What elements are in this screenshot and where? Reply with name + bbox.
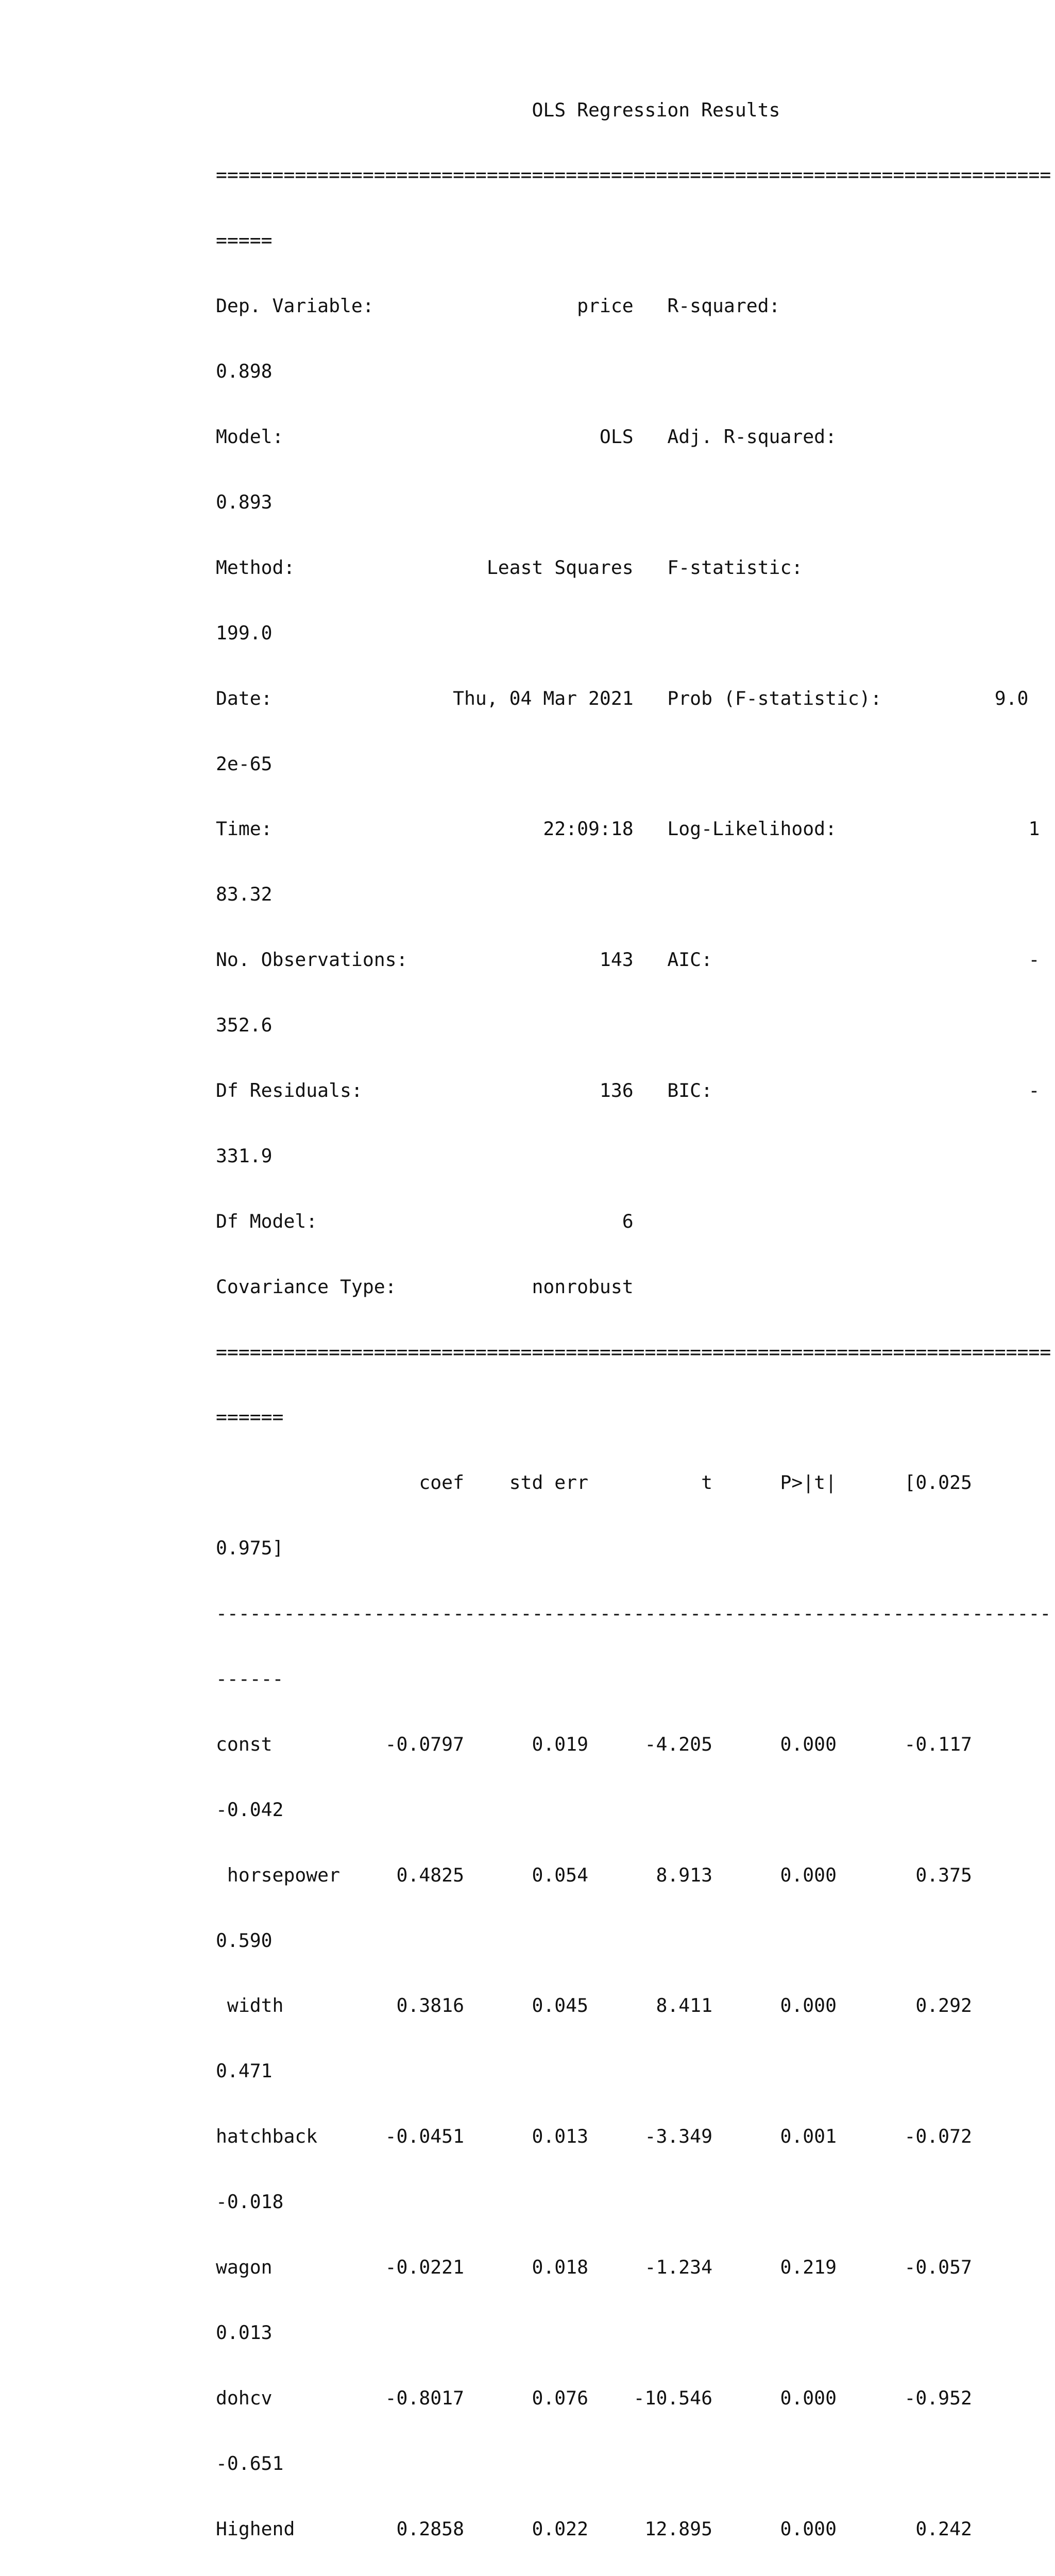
- row-time: Time: 22:09:18 Log-Likelihood: 1: [216, 818, 1040, 840]
- coef-row-wagon-wrap: 0.013: [216, 2321, 273, 2344]
- separator-double: ==========================================================================: [216, 164, 1051, 187]
- row-model-wrap: 0.893: [216, 490, 273, 513]
- row-df-residuals-wrap: 331.9: [216, 1144, 273, 1167]
- row-model: Model: OLS Adj. R-squared:: [216, 426, 837, 448]
- ols-regression-summary: [216, 56, 1051, 2576]
- coef-row-const: const -0.0797 0.019 -4.205 0.000 -0.117: [216, 1733, 972, 1755]
- coef-table-header: coef std err t P>|t| [0.025: [216, 1471, 972, 1494]
- coef-row-dohcv: dohcv -0.8017 0.076 -10.546 0.000 -0.952: [216, 2386, 972, 2409]
- row-df-residuals: Df Residuals: 136 BIC: -: [216, 1079, 1040, 1101]
- row-method-wrap: 199.0: [216, 621, 273, 644]
- row-covariance-type: Covariance Type: nonrobust: [216, 1275, 634, 1298]
- separator-dashed: --------------------------------------------------------------------------: [216, 1602, 1051, 1625]
- coef-table-header-wrap: 0.975]: [216, 1537, 284, 1560]
- coef-row-horsepower: horsepower 0.4825 0.054 8.913 0.000 0.375: [216, 1863, 972, 1886]
- coef-row-wagon: wagon -0.0221 0.018 -1.234 0.219 -0.057: [216, 2256, 972, 2278]
- row-date: Date: Thu, 04 Mar 2021 Prob (F-statistic): 9.0: [216, 687, 1029, 709]
- row-method: Method: Least Squares F-statistic:: [216, 556, 803, 579]
- row-dep-variable-wrap: 0.898: [216, 360, 273, 383]
- coef-row-dohcv-wrap: -0.651: [216, 2452, 284, 2475]
- coef-row-width: width 0.3816 0.045 8.411 0.000 0.292: [216, 1994, 972, 2017]
- coef-row-highend: Highend 0.2858 0.022 12.895 0.000 0.242: [216, 2517, 972, 2540]
- row-no-observations: No. Observations: 143 AIC: -: [216, 948, 1040, 971]
- separator-dashed-wrap: ------: [216, 1667, 284, 1690]
- summary-title: OLS Regression Results: [216, 98, 780, 121]
- separator-double-wrap: ======: [216, 1406, 284, 1429]
- coef-row-width-wrap: 0.471: [216, 2060, 273, 2082]
- row-time-wrap: 83.32: [216, 883, 273, 906]
- coef-row-hatchback-wrap: -0.018: [216, 2191, 284, 2213]
- row-dep-variable: Dep. Variable: price R-squared:: [216, 295, 780, 317]
- separator-double-wrap: =====: [216, 229, 273, 252]
- coef-row-horsepower-wrap: 0.590: [216, 1929, 273, 1952]
- row-df-model: Df Model: 6: [216, 1210, 634, 1232]
- separator-double: ==========================================================================: [216, 1341, 1051, 1363]
- coef-row-const-wrap: -0.042: [216, 1798, 284, 1821]
- row-no-observations-wrap: 352.6: [216, 1014, 273, 1037]
- row-date-wrap: 2e-65: [216, 752, 273, 775]
- coef-row-hatchback: hatchback -0.0451 0.013 -3.349 0.001 -0.072: [216, 2125, 972, 2148]
